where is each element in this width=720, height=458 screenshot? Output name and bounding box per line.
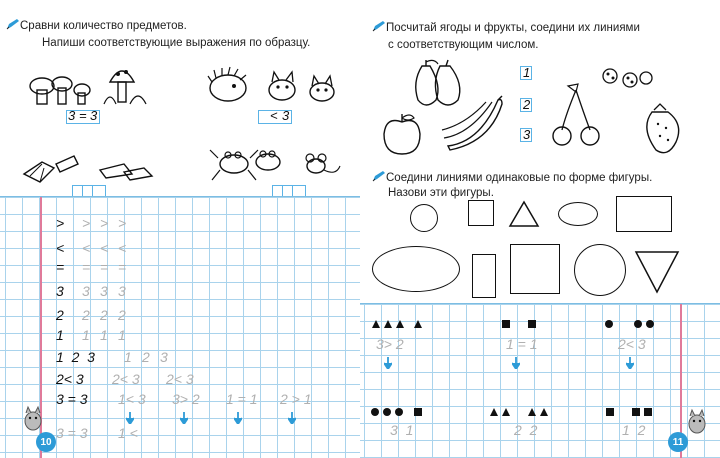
last-row-trace1: 3 = 3	[56, 425, 88, 441]
row-one-sample: 1	[56, 327, 64, 343]
squares-shapes-icon	[500, 316, 540, 334]
mixed-shapes-icon	[488, 404, 548, 422]
apple-illustration	[380, 112, 424, 163]
exercise1-bottom: 3 1	[390, 422, 414, 438]
pencil-icon	[372, 20, 386, 32]
arrow-down-icon	[626, 356, 634, 368]
row-equal-sample: =	[56, 259, 65, 275]
exercise3-result: 2< 3	[618, 336, 646, 352]
task1-line2: Напиши соответствующие выражения по образцу.	[42, 37, 311, 49]
mushrooms-illustration	[20, 60, 150, 115]
hedgehogs-cats-illustration	[204, 60, 354, 115]
row-three-sample: 3	[56, 283, 64, 299]
cat-mascot-icon	[686, 408, 708, 439]
last-row-trace2: 1 <	[118, 425, 138, 441]
task2-line2: с соответствующим числом.	[388, 39, 539, 51]
task2-line1: Посчитай ягоды и фрукты, соедини их линиями	[386, 22, 640, 34]
pencil-icon	[6, 18, 20, 30]
number-1: 1	[523, 65, 531, 80]
pencil-icon	[372, 170, 386, 182]
exercise2-bottom: 2 2	[514, 422, 538, 438]
triangles-shapes-icon	[370, 316, 424, 334]
large-rectangle-shape[interactable]	[616, 196, 672, 232]
number-2: 2	[523, 97, 531, 112]
task3-line1: Соедини линиями одинаковые по форме фигуры.	[386, 172, 653, 184]
arrow-down-icon	[512, 356, 520, 368]
task2-instruction	[372, 20, 640, 36]
task3-line2: Назови эти фигуры.	[388, 187, 494, 199]
small-ellipse-shape[interactable]	[558, 202, 598, 226]
arrow-down-icon	[234, 411, 242, 423]
task1-instruction	[6, 18, 187, 34]
tall-rectangle-shape[interactable]	[472, 254, 496, 298]
task3-instruction	[372, 170, 652, 186]
arrow-down-icon	[288, 411, 296, 423]
row-two-sample: 2	[56, 307, 64, 323]
task1-line1: Сравни количество предметов.	[20, 20, 187, 32]
row-sequence-sample: 1 2 3	[56, 349, 95, 365]
frogs-mouse-illustration	[210, 140, 350, 189]
small-circle-shape[interactable]	[410, 204, 438, 232]
exercise1-result: 3> 2	[376, 336, 404, 352]
exercise3-bottom: 1 2	[622, 422, 646, 438]
example2-right: 3	[282, 108, 290, 123]
left-writing-grid: > > > > < < < < = = = = 3 3 3 3 2 2 2 2 1 1 1 1 1 2 3 1 2 3 2< 3 2< 3 2< 3 3 = 3 1< 3 3> 2 1 = 1 2 > 1 3 = 3 1 <	[0, 196, 360, 458]
row-greater-sample: >	[56, 215, 65, 231]
large-square-shape[interactable]	[510, 244, 560, 294]
bananas-illustration	[440, 96, 516, 157]
berries-illustration	[556, 58, 706, 163]
large-ellipse-shape[interactable]	[372, 246, 460, 292]
circles-shapes-icon	[370, 404, 430, 422]
exercise2-result: 1 = 1	[506, 336, 538, 352]
page-number-right: 11	[668, 432, 688, 452]
small-triangle-shape[interactable]	[508, 200, 540, 233]
large-circle-shape[interactable]	[574, 244, 626, 296]
row-compare-sample: 2< 3	[56, 371, 84, 387]
arrow-down-icon	[384, 356, 392, 368]
dots-shapes-icon	[604, 316, 664, 334]
inverted-triangle-shape[interactable]	[634, 250, 680, 299]
right-writing-grid	[360, 303, 720, 458]
row-less-sample: <	[56, 240, 65, 256]
right-page	[360, 0, 720, 458]
arrow-down-icon	[180, 411, 188, 423]
example2-sign: <	[270, 108, 278, 123]
arrow-down-icon	[126, 411, 134, 423]
page-number-left: 10	[36, 432, 56, 452]
cat-mascot-icon	[22, 405, 44, 436]
row-equality-sample: 3 = 3	[56, 391, 88, 407]
example1-expression: 3 = 3	[68, 111, 100, 123]
square-shapes-icon	[604, 404, 664, 422]
number-3: 3	[523, 127, 531, 142]
small-square-shape[interactable]	[468, 200, 494, 226]
example1-box	[66, 110, 100, 124]
